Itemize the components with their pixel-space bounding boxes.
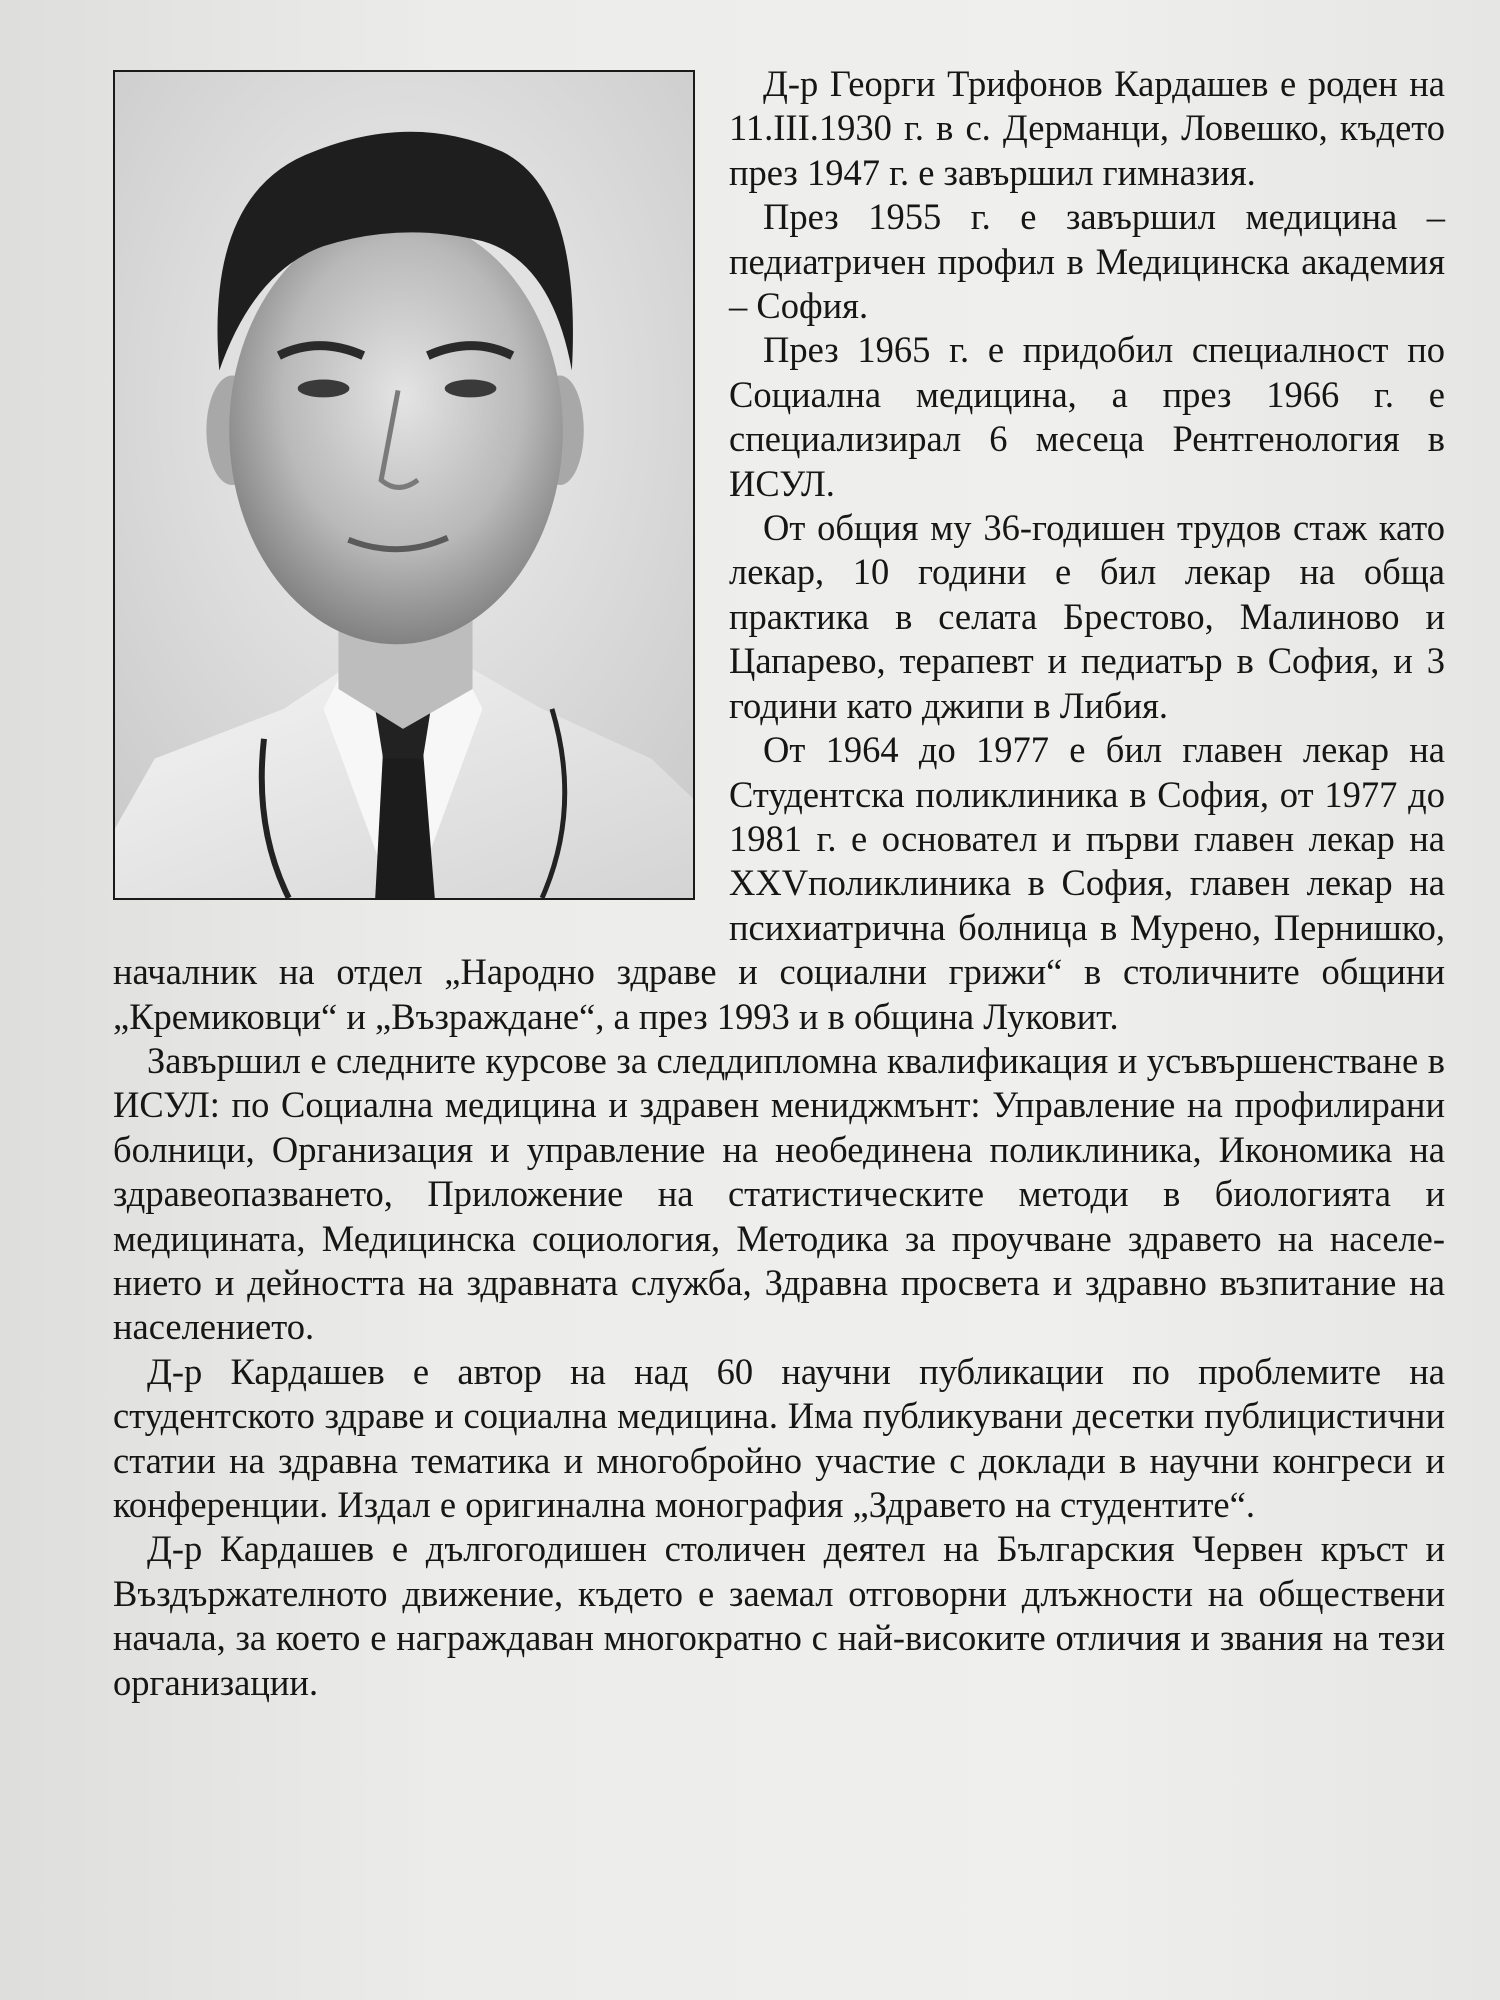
bio-paragraph-work-experience: От общия му 36-годишен трудов стаж като лекар, 10 години е бил лекар на обща практика в селата Брестово, Малиново и Цапарево, терапевт и педиатър в София, и 3 години като джипи в Либия. <box>729 507 1445 726</box>
bio-paragraph-publications: Д-р Кардашев е автор на над 60 научни публикации по проблемите на студентското здраве и социална медицина. Има публикувани десетки публицистични статии на здравна тематика и многобройно участие с доклади в научни конгреси и конференции. Издал е оригинална монография „Здравето на студентите“. <box>113 1350 1445 1525</box>
biography-text <box>113 62 1445 1705</box>
bio-paragraph-education: През 1955 г. е завършил медицина – педиатричен профил в Медицинска академия – София. <box>729 196 1445 327</box>
bio-paragraph-red-cross: Д-р Кардашев е дългогодишен столичен деятел на Българския Червен кръст и Въздържателното движение, където е заемал отговорни длъжности на обществени начала, за което е награждаван многократно с най-високите отличия и звания на тези организации. <box>113 1528 1445 1703</box>
bio-paragraph-courses: Завършил е следните курсове за следдипломна квалификация и усъвършенстване в ИСУЛ: по Социална медицина и здравен мениджмънт: Управление на профилирани болници, Организация и управление на необединена поликлиника, Икономика на здравеопазването, Приложение на статистическите методи в биологията и медицината, Медицинска социология, Методика за проучване здравето на населението и дейността на здравната служба, Здравна просвета и здравно възпитание на населението. <box>113 1039 1445 1348</box>
bio-paragraph-specialization: През 1965 г. е придобил специалност по Социална медицина, а през 1966 г. е специализирал 6 месеца Рентгенология в ИСУЛ. <box>729 329 1445 504</box>
bio-paragraph-positions: От 1964 до 1977 е бил главен лекар на Студентска поликлиника в София, от 1977 до 1981 г. е основател и първи главен лекар на XXVполиклиника в София, главен лекар на психиатрична болница в Мурено, Пернишко, началник на отдел „Народно здраве и социални грижи“ в столичните общини „Кремиковци“ и „Възраждане“, а през 1993 и в община Луковит. <box>113 729 1445 1037</box>
bio-paragraph-birth: Д-р Георги Трифонов Кардашев е роден на 11.III.1930 г. в с. Дерманци, Ловешко, където през 1947 г. е завършил гимназия. <box>729 63 1445 193</box>
